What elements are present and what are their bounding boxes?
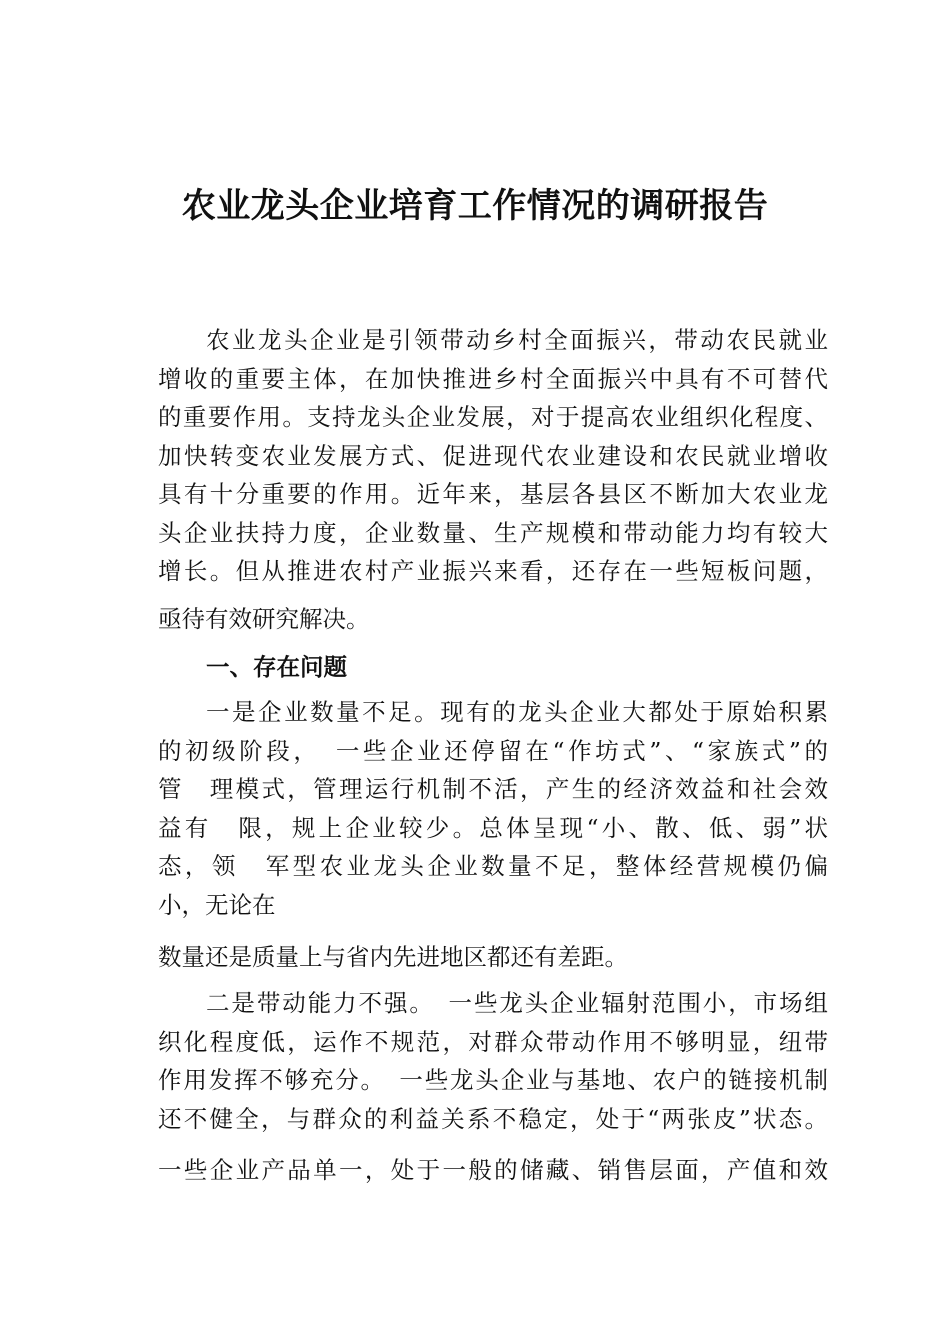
point1-line: 数量还是质量上与省内先进地区都还有差距。: [158, 943, 628, 971]
intro-line: 亟待有效研究解决。: [158, 605, 370, 633]
intro-line: 增长。但从推进农村产业振兴来看，还存在一些短板问题，: [158, 557, 828, 585]
point1-line: 的初级阶段， 一些企业还停留在“作坊式”、“家族式”的: [158, 737, 828, 765]
point1-line: 态，领 军型农业龙头企业数量不足，整体经营规模仍偏: [158, 852, 828, 880]
point2-line: 一些企业产品单一，处于一般的储藏、销售层面，产值和效: [158, 1156, 828, 1184]
point1-line: 一是企业数量不足。现有的龙头企业大都处于原始积累: [206, 698, 828, 726]
intro-line: 加快转变农业发展方式、促进现代农业建设和农民就业增收: [158, 442, 828, 470]
intro-line: 增收的重要主体，在加快推进乡村全面振兴中具有不可替代: [158, 365, 828, 393]
intro-line: 具有十分重要的作用。近年来，基层各县区不断加大农业龙: [158, 480, 828, 508]
section-heading: 一、存在问题: [206, 653, 347, 681]
point2-line: 作用发挥不够充分。 一些龙头企业与基地、农户的链接机制: [158, 1066, 828, 1094]
intro-line: 农业龙头企业是引领带动乡村全面振兴，带动农民就业: [206, 326, 828, 354]
point2-line: 还不健全，与群众的利益关系不稳定，处于“两张皮”状态。: [158, 1105, 828, 1133]
intro-line: 头企业扶持力度，企业数量、生产规模和带动能力均有较大: [158, 519, 828, 547]
point1-line: 管 理模式，管理运行机制不活，产生的经济效益和社会效: [158, 775, 828, 803]
point2-line: 织化程度低，运作不规范，对群众带动作用不够明显，纽带: [158, 1028, 828, 1056]
point2-line: 二是带动能力不强。 一些龙头企业辐射范围小，市场组: [206, 989, 828, 1017]
intro-line: 的重要作用。支持龙头企业发展，对于提高农业组织化程度、: [158, 403, 828, 431]
point1-line: 益有 限，规上企业较少。总体呈现“小、散、低、弱”状: [158, 814, 828, 842]
document-title: 农业龙头企业培育工作情况的调研报告: [181, 186, 769, 226]
point1-line: 小，无论在: [158, 891, 276, 919]
